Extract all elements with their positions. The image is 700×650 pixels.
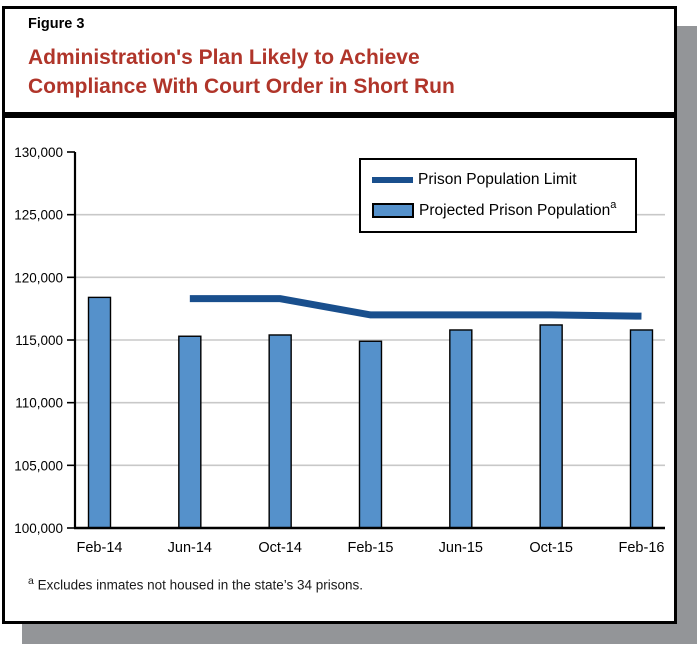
y-tick-label-105000: 105,000 bbox=[14, 458, 63, 474]
x-tick-label-feb-15: Feb-15 bbox=[347, 540, 394, 556]
figure-title-line2: Compliance With Court Order in Short Run bbox=[28, 75, 455, 99]
chart-footnote bbox=[28, 575, 363, 593]
prison-population-chart bbox=[5, 9, 674, 621]
x-tick-label-oct-14: Oct-14 bbox=[258, 540, 302, 556]
y-tick-label-110000: 110,000 bbox=[15, 395, 63, 411]
prison-population-limit-line bbox=[190, 299, 642, 317]
chart-area bbox=[5, 118, 674, 621]
x-tick-label-jun-14: Jun-14 bbox=[167, 540, 213, 556]
figure-title-line1: Administration's Plan Likely to Achieve bbox=[28, 46, 420, 70]
x-tick-label-feb-16: Feb-16 bbox=[618, 540, 665, 556]
bar-oct-14 bbox=[269, 335, 291, 528]
bar-jun-14 bbox=[179, 336, 201, 528]
y-tick-label-125000: 125,000 bbox=[14, 207, 63, 223]
bar-feb-16 bbox=[630, 330, 652, 528]
population-bar-swatch bbox=[372, 203, 414, 218]
limit-line-swatch bbox=[372, 177, 413, 183]
y-tick-label-130000: 130,000 bbox=[14, 145, 63, 160]
x-tick-label-feb-14: Feb-14 bbox=[76, 540, 123, 556]
x-tick-label-oct-15: Oct-15 bbox=[529, 540, 573, 556]
legend-label-limit: Prison Population Limit bbox=[418, 170, 577, 188]
bar-feb-15 bbox=[359, 341, 381, 528]
figure-number-label: Figure 3 bbox=[28, 16, 85, 32]
footnote-text: Excludes inmates not housed in the state’s 34 prisons. bbox=[33, 577, 364, 593]
bar-oct-15 bbox=[540, 325, 562, 528]
y-tick-label-115000: 115,000 bbox=[15, 333, 63, 348]
bar-jun-15 bbox=[450, 330, 472, 528]
legend-item-population bbox=[372, 200, 635, 220]
legend-footnote-marker: a bbox=[610, 198, 617, 211]
legend-label-population: Projected Prison Population$^a$ bbox=[419, 198, 617, 220]
y-tick-label-120000: 120,000 bbox=[14, 270, 63, 286]
y-tick-label-100000: 100,000 bbox=[14, 521, 63, 536]
x-tick-label-jun-15: Jun-15 bbox=[438, 540, 483, 556]
chart-legend bbox=[359, 158, 637, 233]
footnote-marker: a bbox=[28, 575, 34, 587]
bar-feb-14 bbox=[89, 297, 111, 528]
legend-item-limit bbox=[372, 171, 635, 189]
figure-3-panel bbox=[2, 6, 677, 624]
